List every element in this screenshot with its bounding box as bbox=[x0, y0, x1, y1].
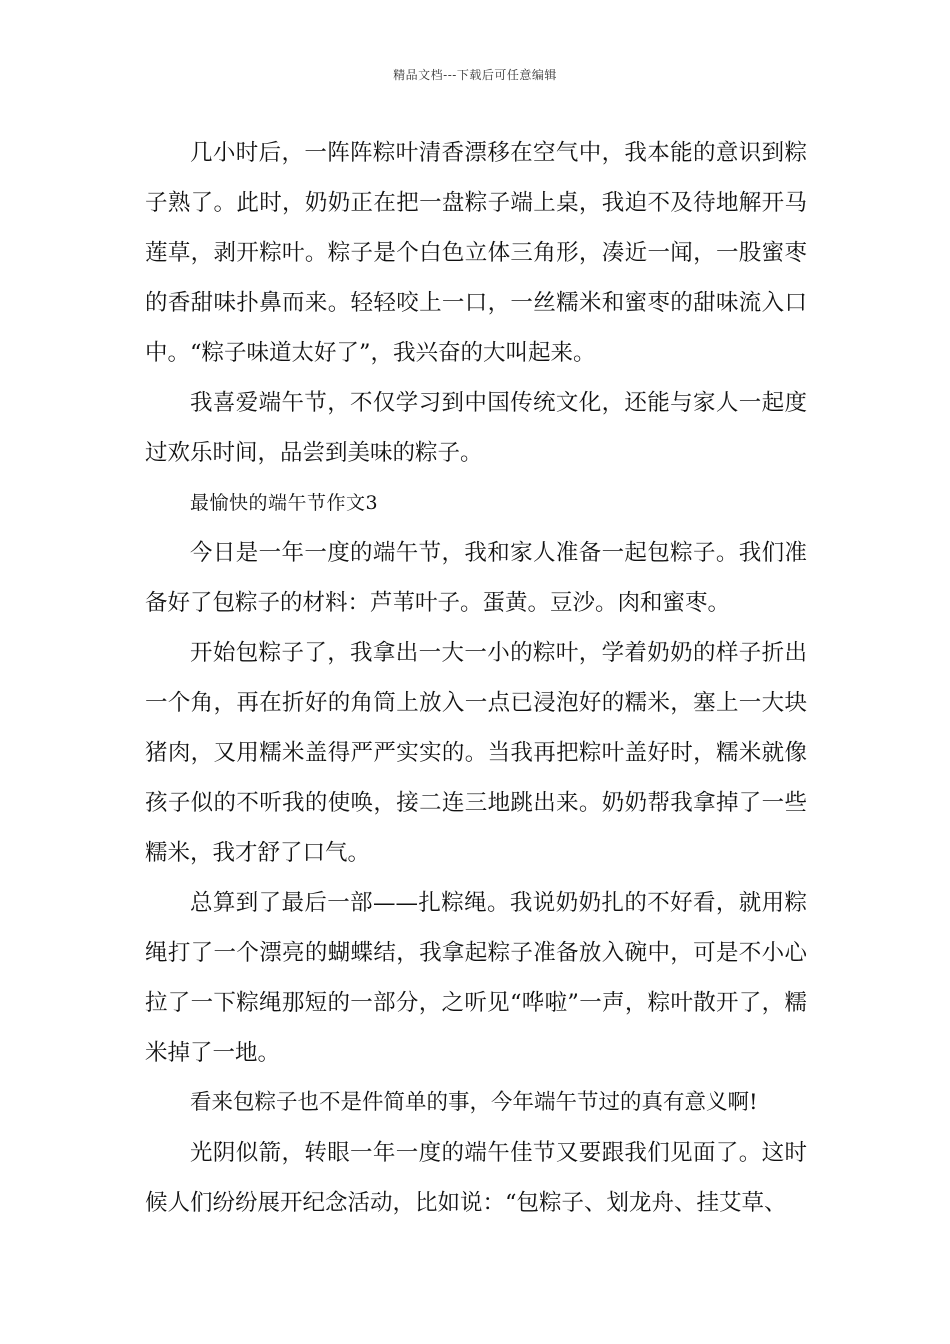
document-body bbox=[145, 128, 807, 1228]
paragraph-time-flies: 光阴似箭，转眼一年一度的端午佳节又要跟我们见面了。这时候人们纷纷展开纪念活动，比如说：“包粽子、划龙舟、挂艾草、 bbox=[145, 1140, 807, 1216]
paragraph-tying: 总算到了最后一部——扎粽绳。我说奶奶扎的不好看，就用粽绳打了一个漂亮的蝴蝶结，我拿起粽子准备放入碗中，可是不小心拉了一下粽绳那短的一部分，之听见“哗啦”一声，粽叶散开了，糯米掉了一地。 bbox=[145, 890, 807, 1066]
essay-title: 最愉快的端午节作文3 bbox=[190, 492, 379, 514]
paragraph-wrapping: 开始包粽子了，我拿出一大一小的粽叶，学着奶奶的样子折出一个角，再在折好的角筒上放入一点已浸泡好的糯米，塞上一大块猪肉，又用糯米盖得严严实实的。当我再把粽叶盖好时，糯米就像孩子似的不听我的使唤，接二连三地跳出来。奶奶帮我拿掉了一些糯米，我才舒了口气。 bbox=[145, 640, 807, 866]
paragraph-zongzi-cooked: 几小时后，一阵阵粽叶清香漂移在空气中，我本能的意识到粽子熟了。此时，奶奶正在把一盘粽子端上桌，我迫不及待地解开马莲草，剥开粽叶。粽子是个白色立体三角形，凑近一闻，一股蜜枣的香甜味扑鼻而来。轻轻咬上一口，一丝糯米和蜜枣的甜味流入口中。“粽子味道太好了”，我兴奋的大叫起来。 bbox=[145, 140, 807, 366]
paragraph-conclusion: 看来包粽子也不是件简单的事，今年端午节过的真有意义啊! bbox=[190, 1090, 758, 1115]
paragraph-love-festival: 我喜爱端午节，不仅学习到中国传统文化，还能与家人一起度过欢乐时间，品尝到美味的粽子。 bbox=[145, 390, 807, 466]
paragraph-preparing: 今日是一年一度的端午节，我和家人准备一起包粽子。我们准备好了包粽子的材料：芦苇叶子。蛋黄。豆沙。肉和蜜枣。 bbox=[145, 540, 807, 616]
page-header: 精品文档---下载后可任意编辑 bbox=[393, 68, 557, 82]
